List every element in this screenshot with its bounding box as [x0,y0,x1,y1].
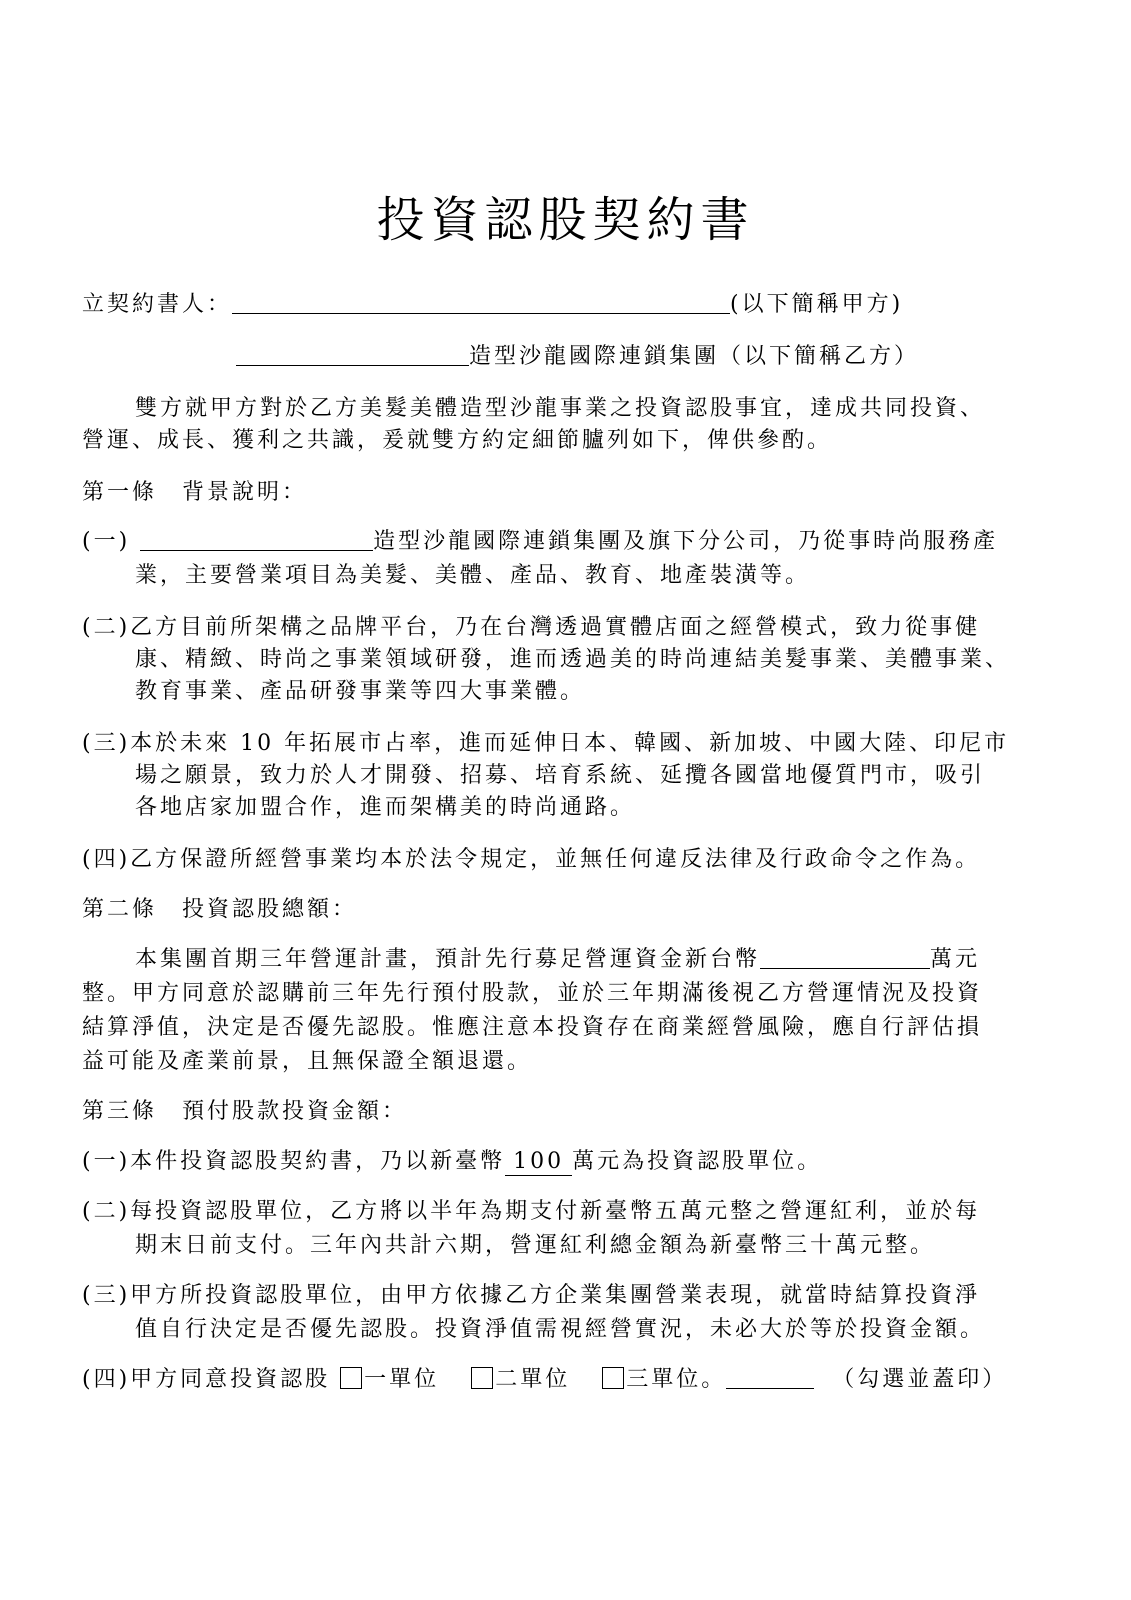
article1-item1-line2: 業，主要營業項目為美髮、美體、產品、教育、地產裝潢等。 [135,563,811,588]
seal-field[interactable] [726,1364,814,1389]
article2-line4: 益可能及產業前景，且無保證全額退還。 [82,1049,533,1074]
article1-item3-line2: 場之願景，致力於人才開發、招募、培育系統、延攬各國當地優質門市，吸引 [135,763,986,788]
article1-item2-line1: (二)乙方目前所架構之品牌平台，乃在台灣透過實體店面之經營模式，致力從事健 [82,615,981,640]
article3-item4-prefix: (四)甲方同意投資認股 [82,1367,331,1392]
option-two-units [471,1367,570,1392]
article1-item4-line1: (四)乙方保證所經營事業均本於法令規定，並無任何違反法律及行政命令之作為。 [82,847,981,872]
preamble-line-1: 雙方就甲方對於乙方美髮美體造型沙龍事業之投資認股事宜，達成共同投資、 [135,396,986,421]
article1-group-name-field[interactable] [140,526,373,551]
party-a-suffix: (以下簡稱甲方) [730,292,904,317]
article3-item1-after: 萬元為投資認股單位。 [572,1149,823,1174]
article3-item1 [82,1145,822,1179]
article1-item1-line1 [82,525,998,559]
one-unit-checkbox[interactable] [340,1367,362,1389]
party-b-name-field[interactable] [236,341,469,366]
article1-item3-line1: (三)本於未來 10 年拓展市占率，進而延伸日本、韓國、新加坡、中國大陸、印尼市 [82,731,1010,756]
article2-line3: 結算淨值，決定是否優先認股。惟應注意本投資存在商業經營風險，應自行評估損 [82,1015,983,1040]
article3-item3-line1: (三)甲方所投資認股單位，由甲方依據乙方企業集團營業表現，就當時結算投資淨 [82,1283,981,1308]
article3-item2-line1: (二)每投資認股單位，乙方將以半年為期支付新臺幣五萬元整之營運紅利，並於每 [82,1199,981,1224]
party-b-line [236,340,919,374]
article2-text-after-amount: 萬元 [930,947,981,972]
document-title: 投資認股契約書 [376,192,755,248]
article3-item3-line2: 值自行決定是否優先認股。投資淨值需視經營實況，未必大於等於投資金額。 [135,1317,986,1342]
article2-line1 [135,943,980,977]
article1-item2-line2: 康、精緻、時尚之事業領域研發，進而透過美的時尚連結美髮事業、美體事業、 [135,647,1011,672]
party-b-text: 造型沙龍國際連鎖集團（以下簡稱乙方） [469,344,920,369]
seal-instruction: （勾選並蓋印） [832,1367,1008,1392]
article3-item2-line2: 期末日前支付。三年內共計六期，營運紅利總金額為新臺幣三十萬元整。 [135,1233,936,1258]
article1-item1-text: 造型沙龍國際連鎖集團及旗下分公司，乃從事時尚服務產 [373,529,999,554]
unit-amount-value: 100 [505,1149,572,1176]
article3-item4 [82,1363,1007,1397]
article1-item2-line3: 教育事業、產品研發事業等四大事業體。 [135,679,586,704]
party-a-name-field[interactable] [232,289,730,314]
article2-heading: 第二條 投資認股總額： [82,897,358,922]
three-units-checkbox[interactable] [602,1367,624,1389]
option-three-units [602,1367,726,1392]
article1-item1-prefix: (一) [82,529,131,554]
one-unit-label: 一單位 [364,1367,440,1392]
article1-item3-line3: 各地店家加盟合作，進而架構美的時尚通路。 [135,795,636,820]
article3-item1-before: (一)本件投資認股契約書，乃以新臺幣 [82,1149,506,1174]
article1-heading: 第一條 背景說明： [82,480,308,505]
party-a-line [82,288,903,322]
parties-label: 立契約書人： [82,292,233,317]
article2-text-before-amount: 本集團首期三年營運計畫，預計先行募足營運資金新台幣 [135,947,761,972]
total-amount-field[interactable] [760,944,930,969]
two-units-checkbox[interactable] [471,1367,493,1389]
article2-line2: 整。甲方同意於認購前三年先行預付股款，並於三年期滿後視乙方營運情況及投資 [82,981,983,1006]
preamble-line-2: 營運、成長、獲利之共識，爰就雙方約定細節臚列如下，俾供參酌。 [82,428,833,453]
option-one-unit [340,1367,439,1392]
two-units-label: 二單位 [495,1367,571,1392]
three-units-label: 三單位。 [626,1367,727,1392]
article3-heading: 第三條 預付股款投資金額： [82,1099,408,1124]
